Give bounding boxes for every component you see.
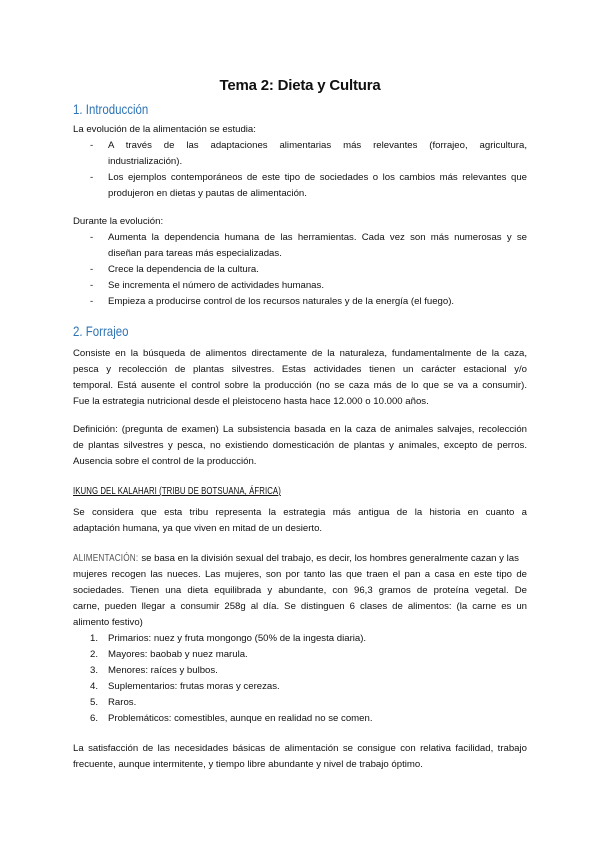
dash-marker: - [90,232,94,243]
paragraph-line: pesca y recolección de plantas silvestres. Estas actividades tienen un carácter estacional y/o [73,364,527,375]
alimentacion-line [73,551,527,567]
bullet-line: diseñan para tareas más especializadas. [108,248,282,259]
list-item: Raros. [108,697,137,708]
paragraph-line: adaptación humana, ya que viven en mitad de un desierto. [73,523,323,534]
list-number: 5. [90,697,99,708]
list-number: 3. [90,665,99,676]
heading-introduccion: 1. Introducción [73,101,149,117]
dash-marker: - [90,280,94,291]
paragraph-line: Se considera que esta tribu representa la estrategia más antigua de la historia en cuanto a [73,507,527,518]
list-number: 4. [90,681,99,692]
intro2-text: Durante la evolución: [73,216,164,227]
bullet-line: Aumenta la dependencia humana de las herramientas. Cada vez son más numerosas y se [108,232,527,243]
bullet-line: Empieza a producirse control de los recursos naturales y de la energía (el fuego). [108,296,455,307]
dash-marker: - [90,264,94,275]
paragraph-line: alimento festivo) [73,617,143,628]
list-item: Menores: raíces y bulbos. [108,665,218,676]
paragraph-line: de plantas silvestres y pesca, no existiendo domesticación de plantas y animales, excepto de perros. [73,440,527,451]
bullet-line: industrialización). [108,156,183,167]
paragraph-line: temporal. Está ausente el control sobre la producción (no se caza más de lo que se va a consumir). [73,380,527,391]
paragraph-line: carne, pueden llegar a consumir 258g al día. Se distinguen 6 clases de alimentos: (la carne es un [73,601,527,612]
list-number: 6. [90,713,99,724]
paragraph-line: Definición: (pregunta de examen) La subsistencia basada en la caza de animales salvajes, recolección [73,424,527,435]
list-item: Mayores: baobab y nuez marula. [108,649,248,660]
paragraph-line: Consiste en la búsqueda de alimentos directamente de la naturaleza, fundamentalmente de la caza, [73,348,527,359]
list-item: Problemáticos: comestibles, aunque en realidad no se comen. [108,713,373,724]
paragraph-line: Ausencia sobre el control de la producción. [73,456,257,467]
list-item: Primarios: nuez y fruta mongongo (50% de la ingesta diaria). [108,633,367,644]
bullet-line: Crece la dependencia de la cultura. [108,264,259,275]
paragraph-line: mujeres recogen las nueces. Las mujeres, son por tanto las que traen el pan a casa en este tipo de [73,569,527,580]
list-number: 2. [90,649,99,660]
paragraph-line: frecuente, aunque intermitente, y tiempo libre abundante y nivel de trabajo óptimo. [73,759,423,770]
paragraph-line: se basa en la división sexual del trabajo, es decir, los hombres generalmente cazan y las [138,553,519,564]
intro-text: La evolución de la alimentación se estudia: [73,124,256,135]
paragraph-line: La satisfacción de las necesidades básicas de alimentación se consigue con relativa facilidad, trabajo [73,743,527,754]
alimentacion-label: ALIMENTACIÓN: [73,553,139,564]
list-number: 1. [90,633,99,644]
dash-marker: - [90,296,94,307]
dash-marker: - [90,140,94,151]
bullet-line: Los ejemplos contemporáneos de este tipo de sociedades o los cambios más relevantes que [108,172,527,183]
bullet-line: Se incrementa el número de actividades humanas. [108,280,324,291]
list-item: Suplementarios: frutas moras y cerezas. [108,681,280,692]
page-title: Tema 2: Dieta y Cultura [219,77,381,94]
paragraph-line: sociedades. Tienen una dieta equilibrada y abundante, con 96,3 gramos de proteína vegetal. De [73,585,527,596]
bullet-line: produjeron en dietas y pautas de alimentación. [108,188,307,199]
heading-forrajeo: 2. Forrajeo [73,323,129,339]
subheading-ikung: IKUNG DEL KALAHARI (TRIBU DE BOTSUANA, ÁFRICA) [73,486,281,497]
bullet-line: A través de las adaptaciones alimentarias más relevantes (forrajeo, agricultura, [108,140,527,151]
dash-marker: - [90,172,94,183]
paragraph-line: Fue la estrategia nutricional desde el pleistoceno hasta hace 12.000 o 10.000 años. [73,396,429,407]
